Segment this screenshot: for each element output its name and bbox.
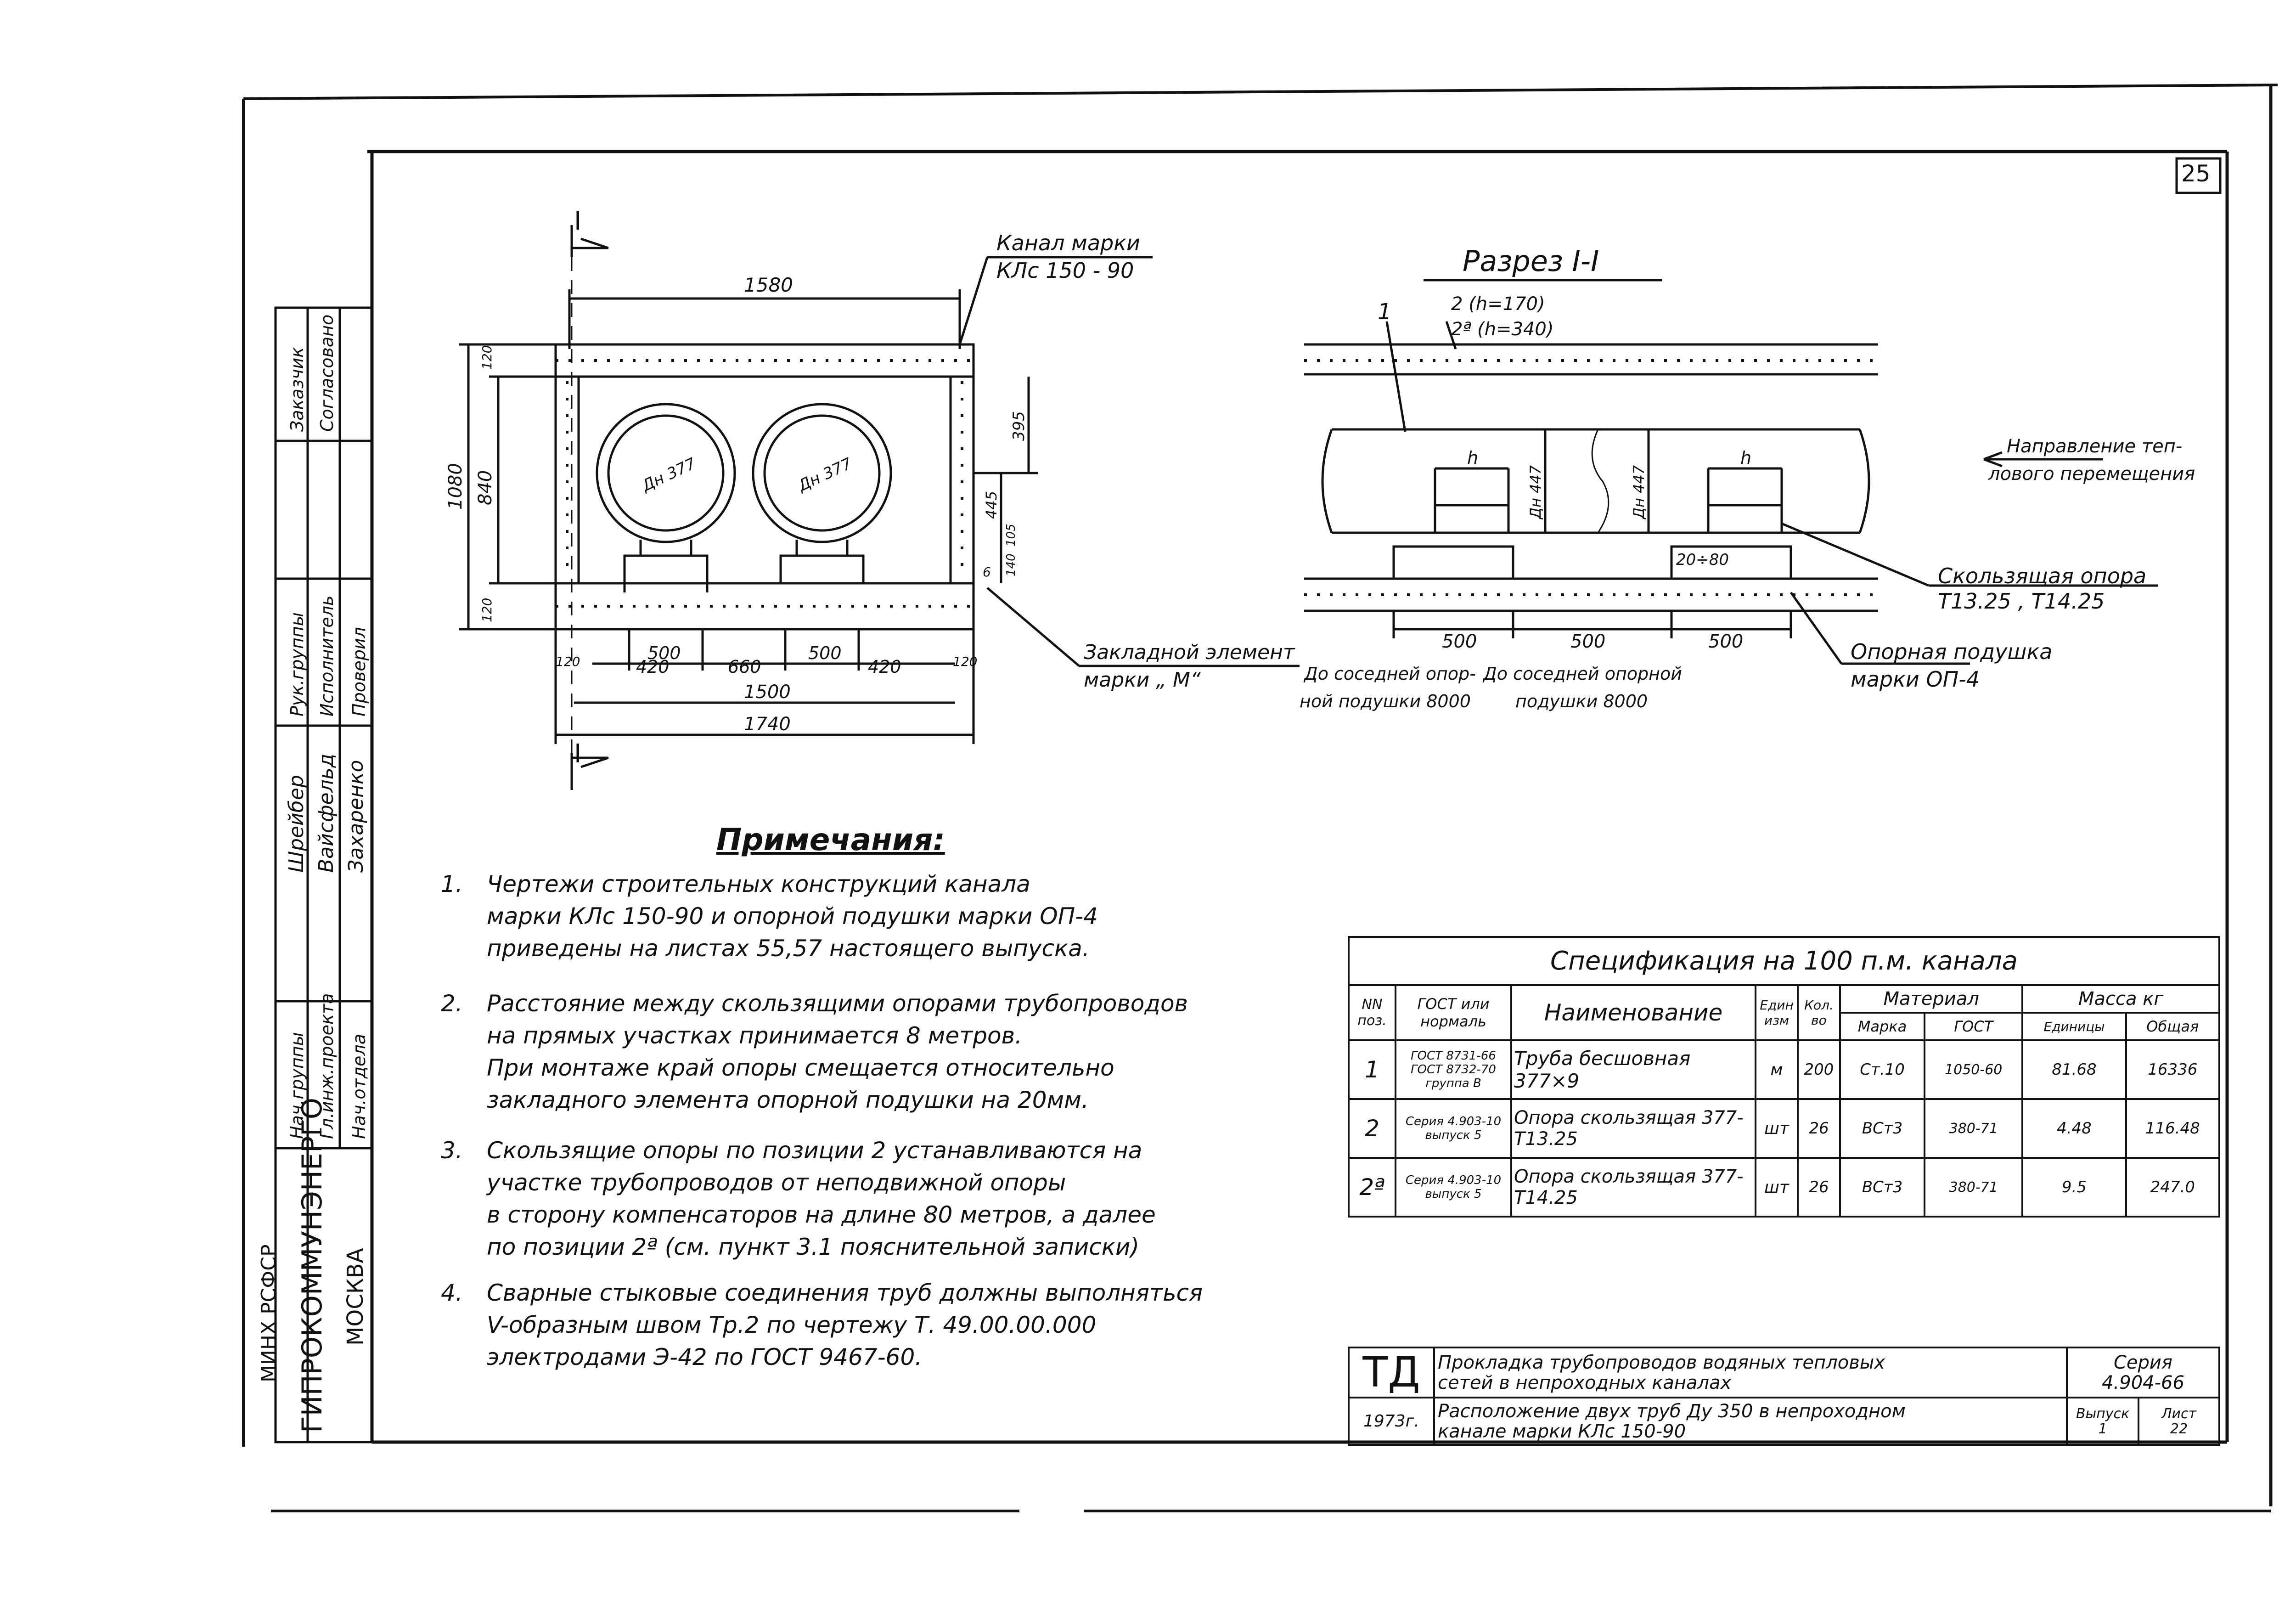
neighbor-label-2b: подушки 8000 [1515,691,1648,711]
note-2-num: 2. [441,990,463,1017]
embed-label-2: марки „ М“ [1084,668,1201,692]
spec-cell-mgost: 380-71 [1925,1158,2022,1217]
side-name-3: Захаренко [344,760,368,873]
note-2-line-1: Расстояние между скользящими опорами трубопроводов [487,990,1188,1017]
spec-cell-unit: шт [1756,1158,1798,1217]
side-approval-1: Заказчик [287,347,307,432]
note-2-line-4: закладного элемента опорной подушки на 20мм. [487,1087,1089,1113]
dim-447a: Дн 447 [1527,465,1544,519]
note-2-line-2: на прямых участках принимается 8 метров. [487,1022,1022,1049]
dim-120-r: 120 [953,654,978,669]
dim-447b: Дн 447 [1630,465,1648,519]
dim-500b: 500 [808,643,842,663]
cut-mark-top: I [574,206,582,236]
side-city: МОСКВА [343,1248,368,1346]
note-1-line-3: приведены на листах 55,57 настоящего выпуска. [487,935,1090,962]
side-role-5: Исполнитель [317,595,337,716]
spec-cell-name: Опора скользящая 377-Т14.25 [1511,1158,1756,1217]
stamp-title-1: Прокладка трубопроводов водяных тепловых [1438,1352,1885,1373]
note-3-line-1: Скользящие опоры по позиции 2 устанавливаются на [487,1137,1142,1164]
dim-395: 395 [1010,411,1028,441]
direction-label-1: Направление теп- [2007,436,2183,457]
note-4-line-2: V-образным швом Тр.2 по чертежу Т. 49.00.00.000 [487,1312,1097,1338]
spec-h-mark: Марка [1840,1013,1925,1040]
spec-h-qty: Кол. во [1798,985,1840,1040]
dim-500c: 500 [1442,631,1477,652]
spec-cell-total: 116.48 [2126,1099,2219,1158]
spec-h-unit: Един изм [1756,985,1798,1040]
spec-h-total: Общая [2126,1013,2219,1040]
dim-105: 105 [1004,524,1018,547]
dim-1500: 1500 [744,682,791,703]
spec-title: Спецификация на 100 п.м. канала [1349,937,2219,985]
dim-420a: 420 [636,657,670,677]
stamp-logo: ТД [1349,1347,1434,1398]
dim-120-bottom: 120 [479,598,495,622]
dim-h1: h [1467,448,1479,468]
spec-cell-name: Опора скользящая 377-Т13.25 [1511,1099,1756,1158]
spec-h-mass: Масса кг [2022,985,2219,1013]
pad-label-2: марки ОП-4 [1851,667,1980,692]
side-role-6: Проверил [349,627,369,716]
pad-label-1: Опорная подушка [1851,639,2053,664]
spec-cell-gost: ГОСТ 8731-66 ГОСТ 8732-70 группа В [1396,1040,1511,1099]
dim-1080: 1080 [445,463,466,510]
spec-h-name: Наименование [1511,985,1756,1040]
channel-label-1: Канал марки [996,231,1140,255]
spec-cell-qty: 26 [1798,1158,1840,1217]
label-2: 2 (h=170) [1451,293,1545,315]
stamp-subtitle-1: Расположение двух труб Ду 350 в непроходном [1438,1400,1906,1422]
spec-cell-qty: 200 [1798,1040,1840,1099]
side-name-1: Шрейбер [285,775,308,873]
pipe-label-2: Дн 377 [795,454,855,496]
channel-label-2: КЛс 150 - 90 [996,258,1134,283]
stamp-subtitle-2: канале марки КЛс 150-90 [1438,1421,1686,1442]
stamp-sheet: 22 [2170,1421,2188,1437]
note-3-num: 3. [441,1137,463,1164]
stamp-title-2: сетей в непроходных каналах [1438,1372,1732,1393]
note-2-line-3: При монтаже край опоры смещается относительно [487,1054,1114,1081]
dim-500a: 500 [647,643,681,663]
stamp-series-label: Серия [2114,1352,2172,1373]
side-name-2: Вайсфельд [315,753,338,873]
dim-500e: 500 [1708,631,1744,652]
spec-h-gost: ГОСТ или нормаль [1396,985,1511,1040]
side-role-4: Рук.группы [287,612,307,716]
spec-h-unit-mass: Единицы [2022,1013,2126,1040]
spec-cell-total: 16336 [2126,1040,2219,1099]
dim-120-top: 120 [479,345,495,370]
spec-cell-unit: м [1756,1040,1798,1099]
dim-h2: h [1740,448,1752,468]
side-approval-2: Согласовано [317,314,337,432]
side-org-1: МИНХ РСФСР [257,1244,281,1382]
spec-cell-mark: ВСт3 [1840,1099,1925,1158]
spec-h-nn: NN поз. [1349,985,1396,1040]
note-1-line-2: марки КЛс 150-90 и опорной подушки марки ОП-4 [487,903,1098,930]
dim-1740: 1740 [744,714,791,735]
spec-cell-mgost: 380-71 [1925,1099,2022,1158]
neighbor-label-1a: До соседней опор- [1304,664,1476,684]
spec-cell-qty: 26 [1798,1099,1840,1158]
dim-660: 660 [728,657,761,677]
dim-445: 445 [983,490,1000,519]
slide-support-label-2: Т13.25 , Т14.25 [1938,589,2105,614]
note-4-num: 4. [441,1280,463,1306]
dim-420b: 420 [868,657,901,677]
stamp-issue: 1 [2098,1421,2107,1437]
spec-cell-umass: 81.68 [2022,1040,2126,1099]
spec-cell-pos: 2ª [1349,1158,1396,1217]
stamp-sheet-label: Лист [2161,1405,2197,1422]
dim-140: 140 [1004,553,1018,576]
note-4-line-1: Сварные стыковые соединения труб должны выполняться [487,1280,1203,1306]
dim-840: 840 [475,470,496,505]
spec-cell-unit: шт [1756,1099,1798,1158]
note-3-line-2: участке трубопроводов от неподвижной опоры [487,1169,1066,1196]
spec-cell-total: 247.0 [2126,1158,2219,1217]
side-role-2: Гл.инж.проекта [317,993,337,1139]
callout-1: 1 [1378,299,1392,325]
spec-cell-gost: Серия 4.903-10 выпуск 5 [1396,1158,1511,1217]
notes-title: Примечания: [716,822,945,857]
side-org-2: ГИПРОКОММУНЭНЕРГО [296,1098,328,1433]
dim-6: 6 [983,564,991,580]
cut-mark-bottom: I [574,739,582,769]
neighbor-label-1b: ной подушки 8000 [1300,691,1471,711]
stamp-issue-label: Выпуск [2076,1405,2130,1422]
spec-cell-mark: Ст.10 [1840,1040,1925,1099]
pipe-label-1: Дн 377 [639,454,699,496]
spec-cell-pos: 1 [1349,1040,1396,1099]
spec-cell-umass: 4.48 [2022,1099,2126,1158]
label-2a: 2ª (h=340) [1451,319,1554,340]
dim-1580: 1580 [744,274,793,296]
stamp-series: 4.904-66 [2102,1372,2184,1393]
spec-cell-pos: 2 [1349,1099,1396,1158]
spec-h-material: Материал [1840,985,2022,1013]
spec-h-mgost: ГОСТ [1925,1013,2022,1040]
spec-cell-name: Труба бесшовная 377×9 [1511,1040,1756,1099]
slide-support-label-1: Скользящая опора [1938,564,2147,588]
spec-cell-gost: Серия 4.903-10 выпуск 5 [1396,1099,1511,1158]
direction-label-2: лового перемещения [1988,463,2195,485]
section-title: Разрез I-I [1463,244,1599,278]
side-role-1: Нач.отдела [349,1033,369,1139]
note-1-line-1: Чертежи строительных конструкций канала [487,871,1030,897]
note-3-line-3: в сторону компенсаторов на длине 80 метров, а далее [487,1201,1156,1228]
spec-cell-mgost: 1050-60 [1925,1040,2022,1099]
dim-500d: 500 [1570,631,1606,652]
dim-20-80: 20÷80 [1676,551,1729,569]
side-role-3: Нач.группы [287,1032,307,1139]
spec-cell-umass: 9.5 [2022,1158,2126,1217]
spec-cell-mark: ВСт3 [1840,1158,1925,1217]
embed-label-1: Закладной элемент [1084,641,1295,664]
page-number: 25 [2181,160,2211,187]
note-4-line-3: электродами Э-42 по ГОСТ 9467-60. [487,1344,923,1370]
note-1-num: 1. [441,871,463,897]
stamp-year: 1973г. [1349,1398,1434,1445]
note-3-line-4: по позиции 2ª (см. пункт 3.1 пояснительной записки) [487,1234,1139,1260]
neighbor-label-2a: До соседней опорной [1483,664,1682,684]
dim-120-l: 120 [556,654,580,669]
